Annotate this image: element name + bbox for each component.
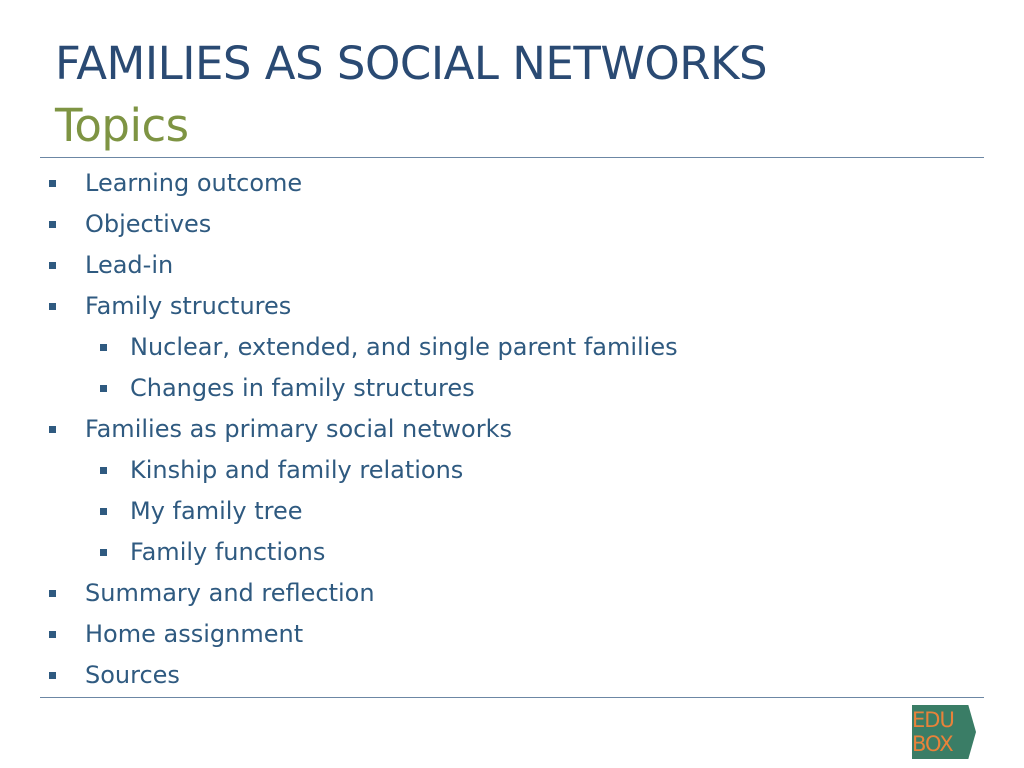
slide-title: FAMILIES AS SOCIAL NETWORKS	[55, 37, 768, 90]
square-bullet-icon	[100, 508, 107, 515]
square-bullet-icon	[100, 344, 107, 351]
topic-label: Objectives	[85, 210, 212, 238]
subtopic-label: My family tree	[130, 497, 303, 525]
square-bullet-icon	[49, 221, 56, 228]
topic-label: Learning outcome	[85, 169, 303, 197]
topic-label: Families as primary social networks	[85, 415, 513, 443]
square-bullet-icon	[49, 180, 56, 187]
topic-item	[0, 614, 1024, 655]
topic-label: Family structures	[85, 292, 292, 320]
subtopic-label: Nuclear, extended, and single parent families	[130, 333, 678, 361]
subtopic-label: Changes in family structures	[130, 374, 475, 402]
topic-label: Summary and reflection	[85, 579, 375, 607]
square-bullet-icon	[49, 426, 56, 433]
square-bullet-icon	[49, 303, 56, 310]
edubox-logo	[912, 705, 976, 759]
square-bullet-icon	[100, 385, 107, 392]
topic-item	[0, 286, 1024, 327]
subtopic-label: Family functions	[130, 538, 326, 566]
square-bullet-icon	[100, 467, 107, 474]
subtopic-item	[0, 327, 1024, 368]
logo-text-line1: EDU	[912, 708, 954, 732]
square-bullet-icon	[49, 262, 56, 269]
topic-item	[0, 163, 1024, 204]
subtopic-label: Kinship and family relations	[130, 456, 464, 484]
logo-text-line2: BOX	[912, 732, 953, 756]
square-bullet-icon	[100, 549, 107, 556]
bottom-divider	[40, 697, 984, 698]
topic-label: Sources	[85, 661, 180, 689]
square-bullet-icon	[49, 590, 56, 597]
slide-subtitle: Topics	[55, 99, 189, 152]
topics-list	[0, 163, 1024, 696]
subtopic-item	[0, 450, 1024, 491]
square-bullet-icon	[49, 631, 56, 638]
topic-item	[0, 573, 1024, 614]
subtopic-item	[0, 532, 1024, 573]
topic-label: Lead-in	[85, 251, 174, 279]
topic-label: Home assignment	[85, 620, 304, 648]
topic-item	[0, 204, 1024, 245]
topic-item	[0, 655, 1024, 696]
top-divider	[40, 157, 984, 158]
subtopic-item	[0, 368, 1024, 409]
square-bullet-icon	[49, 672, 56, 679]
subtopic-item	[0, 491, 1024, 532]
topic-item	[0, 409, 1024, 450]
topic-item	[0, 245, 1024, 286]
